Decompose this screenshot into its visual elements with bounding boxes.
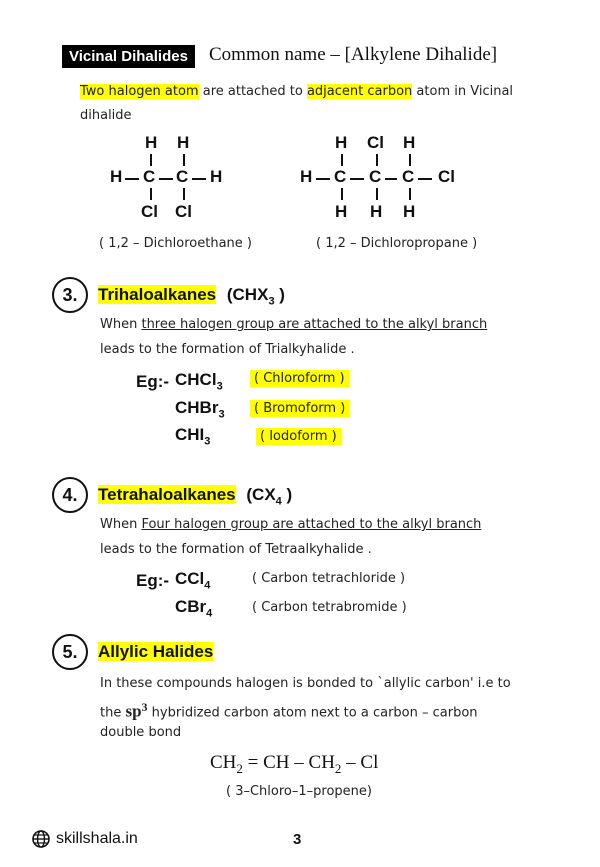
section-description-line3: double bond xyxy=(100,725,182,740)
atom-cl: Cl xyxy=(367,133,384,152)
atom-h: H xyxy=(335,133,348,152)
example-name: ( Carbon tetrachloride ) xyxy=(252,571,406,586)
structural-equation: $CH_2$ = CH – $CH_2$ – Cl xyxy=(210,752,379,776)
formula-subscript: 4 xyxy=(275,495,282,508)
section-number: 4. xyxy=(52,477,88,513)
atom-h: H xyxy=(403,202,416,221)
text: hybridized carbon atom next to a carbon – carbon xyxy=(147,705,478,721)
atom-cl: Cl xyxy=(141,202,158,221)
atom-c: C xyxy=(176,167,189,186)
section-heading xyxy=(98,642,213,662)
bond xyxy=(183,188,185,200)
text: are attached to xyxy=(198,84,307,99)
caption-dichloropropane: ( 1,2 – Dichloropropane ) xyxy=(316,236,478,251)
bond xyxy=(376,154,378,166)
text: When xyxy=(100,517,142,532)
site-link[interactable]: skillshala.in xyxy=(56,830,138,847)
text: atom in Vicinal xyxy=(412,84,514,99)
section-title: Trihaloalkanes xyxy=(98,285,217,304)
common-name: Common name – [Alkylene Dihalide] xyxy=(209,44,498,65)
formula-close: ) xyxy=(274,285,285,304)
bond xyxy=(159,178,173,180)
bond xyxy=(409,154,411,166)
section-description-line2: leads to the formation of Trialkyhalide . xyxy=(100,342,355,357)
formula-open: ( xyxy=(246,485,253,504)
bond xyxy=(350,178,364,180)
section-title: Allylic Halides xyxy=(98,642,214,661)
example-name: ( Chloroform ) xyxy=(250,370,349,387)
atom-h: H xyxy=(370,202,383,221)
atom-c: C xyxy=(402,167,415,186)
section-formula: CHX xyxy=(232,285,269,304)
bond xyxy=(418,178,432,180)
bond xyxy=(192,178,206,180)
example-formula: $CHI_3$ xyxy=(175,425,211,448)
section-heading xyxy=(98,285,285,307)
section-tag: Vicinal Dihalides xyxy=(62,45,195,68)
section-description xyxy=(100,517,481,532)
bond xyxy=(376,188,378,200)
example-formula: CHCl$_3$ xyxy=(175,370,223,393)
section-number: 3. xyxy=(52,277,88,313)
example-formula: CHBr$_3$ xyxy=(175,398,225,421)
section-description-line2 xyxy=(100,700,478,721)
atom-cl: Cl xyxy=(438,167,455,186)
bond xyxy=(409,188,411,200)
formula-open: ( xyxy=(226,285,233,304)
highlight-text: Two halogen atom xyxy=(80,84,199,99)
globe-icon xyxy=(32,830,50,848)
bond xyxy=(150,154,152,166)
example-name: ( Bromoform ) xyxy=(250,400,349,417)
atom-c: C xyxy=(369,167,382,186)
section-number: 5. xyxy=(52,634,88,670)
hybridization-symbol: sp xyxy=(125,701,142,721)
atom-c: C xyxy=(143,167,156,186)
section-description xyxy=(100,317,487,332)
atom-h: H xyxy=(145,133,158,152)
text: the xyxy=(100,705,126,721)
bond xyxy=(341,188,343,200)
section-title: Tetrahaloalkanes xyxy=(98,485,236,504)
bond xyxy=(150,188,152,200)
underlined-text: three halogen group are attached to the alkyl branch xyxy=(141,317,488,332)
atom-h: H xyxy=(403,133,416,152)
atom-h: H xyxy=(300,167,313,186)
underlined-text: Four halogen group are attached to the alkyl branch xyxy=(141,517,482,532)
bond xyxy=(385,178,397,180)
example-name: ( Carbon tetrabromide ) xyxy=(252,600,407,615)
hybridization-superscript: 3 xyxy=(141,700,148,714)
atom-cl: Cl xyxy=(175,202,192,221)
eg-label: Eg:- xyxy=(136,372,170,391)
equation-caption: ( 3–Chloro–1–propene) xyxy=(226,784,372,799)
formula-close: ) xyxy=(281,485,293,504)
example-name: ( Iodoform ) xyxy=(256,428,341,445)
bond xyxy=(125,178,139,180)
atom-h: H xyxy=(335,202,348,221)
vicinal-description xyxy=(80,84,513,99)
eg-label: Eg:- xyxy=(136,571,170,590)
section-description: In these compounds halogen is bonded to `allylic carbon' i.e to xyxy=(100,676,511,691)
bond xyxy=(183,154,185,166)
highlight-text: adjacent carbon xyxy=(306,84,413,99)
atom-h: H xyxy=(210,167,223,186)
bond xyxy=(341,154,343,166)
example-formula: CCl$_4$ xyxy=(175,569,211,592)
example-formula: CBr$_4$ xyxy=(175,597,213,620)
vicinal-description-line2: dihalide xyxy=(80,108,132,123)
atom-h: H xyxy=(177,133,190,152)
formula-subscript: 3 xyxy=(268,295,275,308)
caption-dichloroethane: ( 1,2 – Dichloroethane ) xyxy=(99,236,252,251)
section-formula: CX xyxy=(252,485,276,504)
atom-c: C xyxy=(334,167,347,186)
page-number: 3 xyxy=(293,831,302,848)
text: When xyxy=(100,317,142,332)
atom-h: H xyxy=(110,167,123,186)
bond xyxy=(316,178,330,180)
section-description-line2: leads to the formation of Tetraalkyhalide . xyxy=(100,542,372,557)
section-heading xyxy=(98,485,292,507)
